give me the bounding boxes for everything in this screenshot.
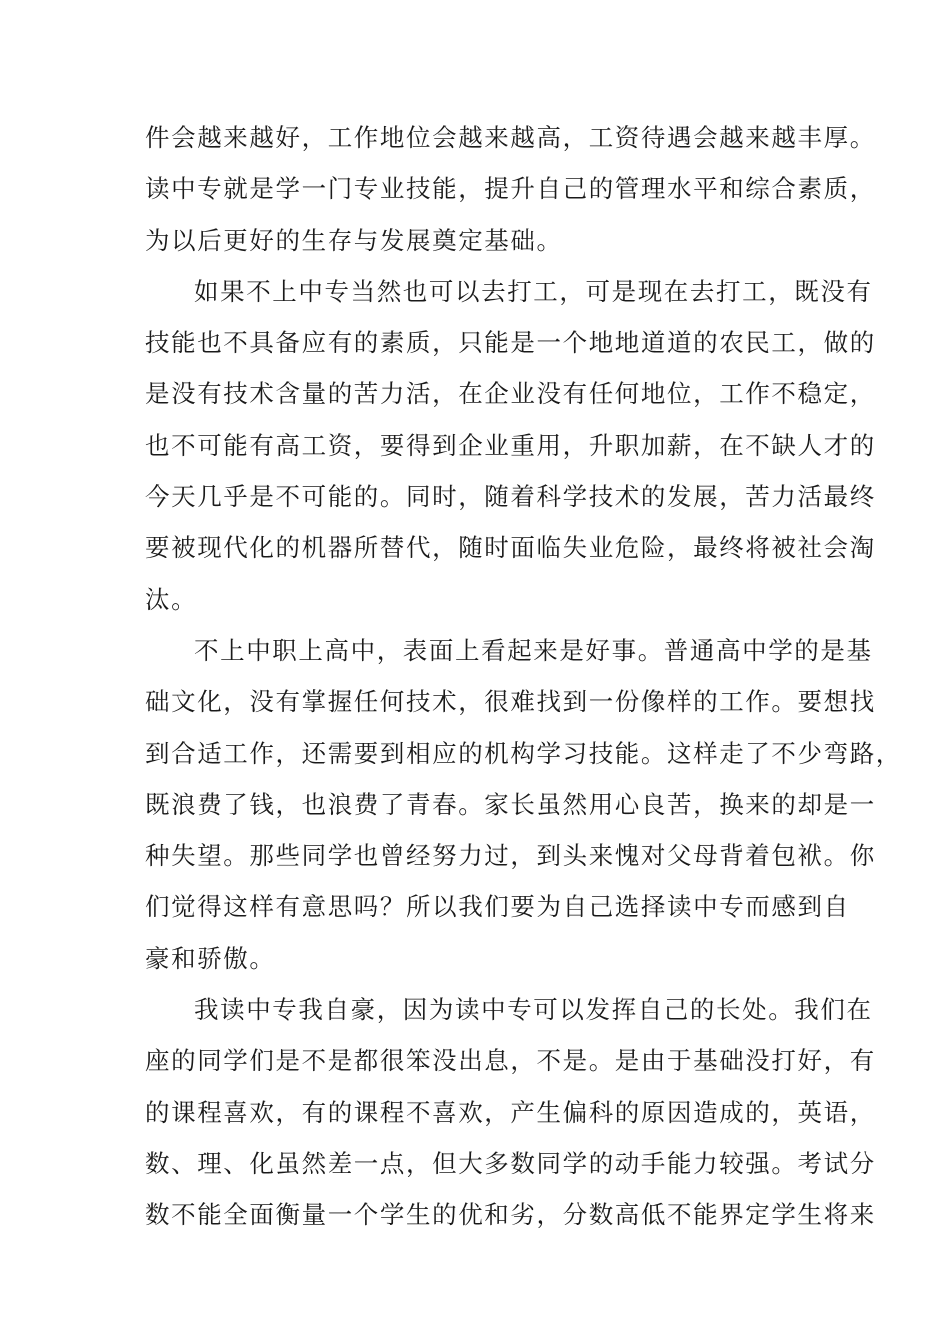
text-line: 不上中职上高中，表面上看起来是好事。普通高中学的是基 [194, 635, 873, 665]
text-line: 也不可能有高工资，要得到企业重用，升职加薪，在不缺人才的 [145, 430, 876, 460]
text-line: 要被现代化的机器所替代，随时面临失业危险，最终将被社会淘 [145, 533, 876, 563]
text-line: 数、理、化虽然差一点，但大多数同学的动手能力较强。考试分 [145, 1148, 876, 1178]
text-line: 读中专就是学一门专业技能，提升自己的管理水平和综合素质， [145, 174, 876, 204]
text-line: 们觉得这样有意思吗？所以我们要为自己选择读中专而感到自 [145, 892, 850, 922]
text-line: 今天几乎是不可能的。同时，随着科学技术的发展，苦力活最终 [145, 482, 876, 512]
text-line: 到合适工作，还需要到相应的机构学习技能。这样走了不少弯路， [145, 738, 902, 768]
text-line: 的课程喜欢，有的课程不喜欢，产生偏科的原因造成的，英语， [145, 1097, 876, 1127]
text-line: 既浪费了钱，也浪费了青春。家长虽然用心良苦，换来的却是一 [145, 789, 876, 819]
text-line: 汰。 [145, 584, 198, 614]
text-line: 我读中专我自豪，因为读中专可以发挥自己的长处。我们在 [194, 995, 873, 1025]
text-line: 是没有技术含量的苦力活，在企业没有任何地位，工作不稳定， [145, 379, 876, 409]
text-line: 件会越来越好，工作地位会越来越高，工资待遇会越来越丰厚。 [145, 123, 876, 152]
text-line: 种失望。那些同学也曾经努力过，到头来愧对父母背着包袱。你 [145, 841, 876, 871]
text-line: 技能也不具备应有的素质，只能是一个地地道道的农民工，做的 [145, 328, 876, 358]
text-line: 座的同学们是不是都很笨没出息，不是。是由于基础没打好，有 [145, 1046, 876, 1076]
text-line: 豪和骄傲。 [145, 943, 276, 973]
body-text [145, 112, 902, 1241]
text-line: 础文化，没有掌握任何技术，很难找到一份像样的工作。要想找 [145, 687, 876, 717]
text-line: 如果不上中专当然也可以去打工，可是现在去打工，既没有 [194, 276, 873, 306]
text-line: 数不能全面衡量一个学生的优和劣，分数高低不能界定学生将来 [145, 1200, 876, 1230]
text-line: 为以后更好的生存与发展奠定基础。 [145, 225, 563, 255]
